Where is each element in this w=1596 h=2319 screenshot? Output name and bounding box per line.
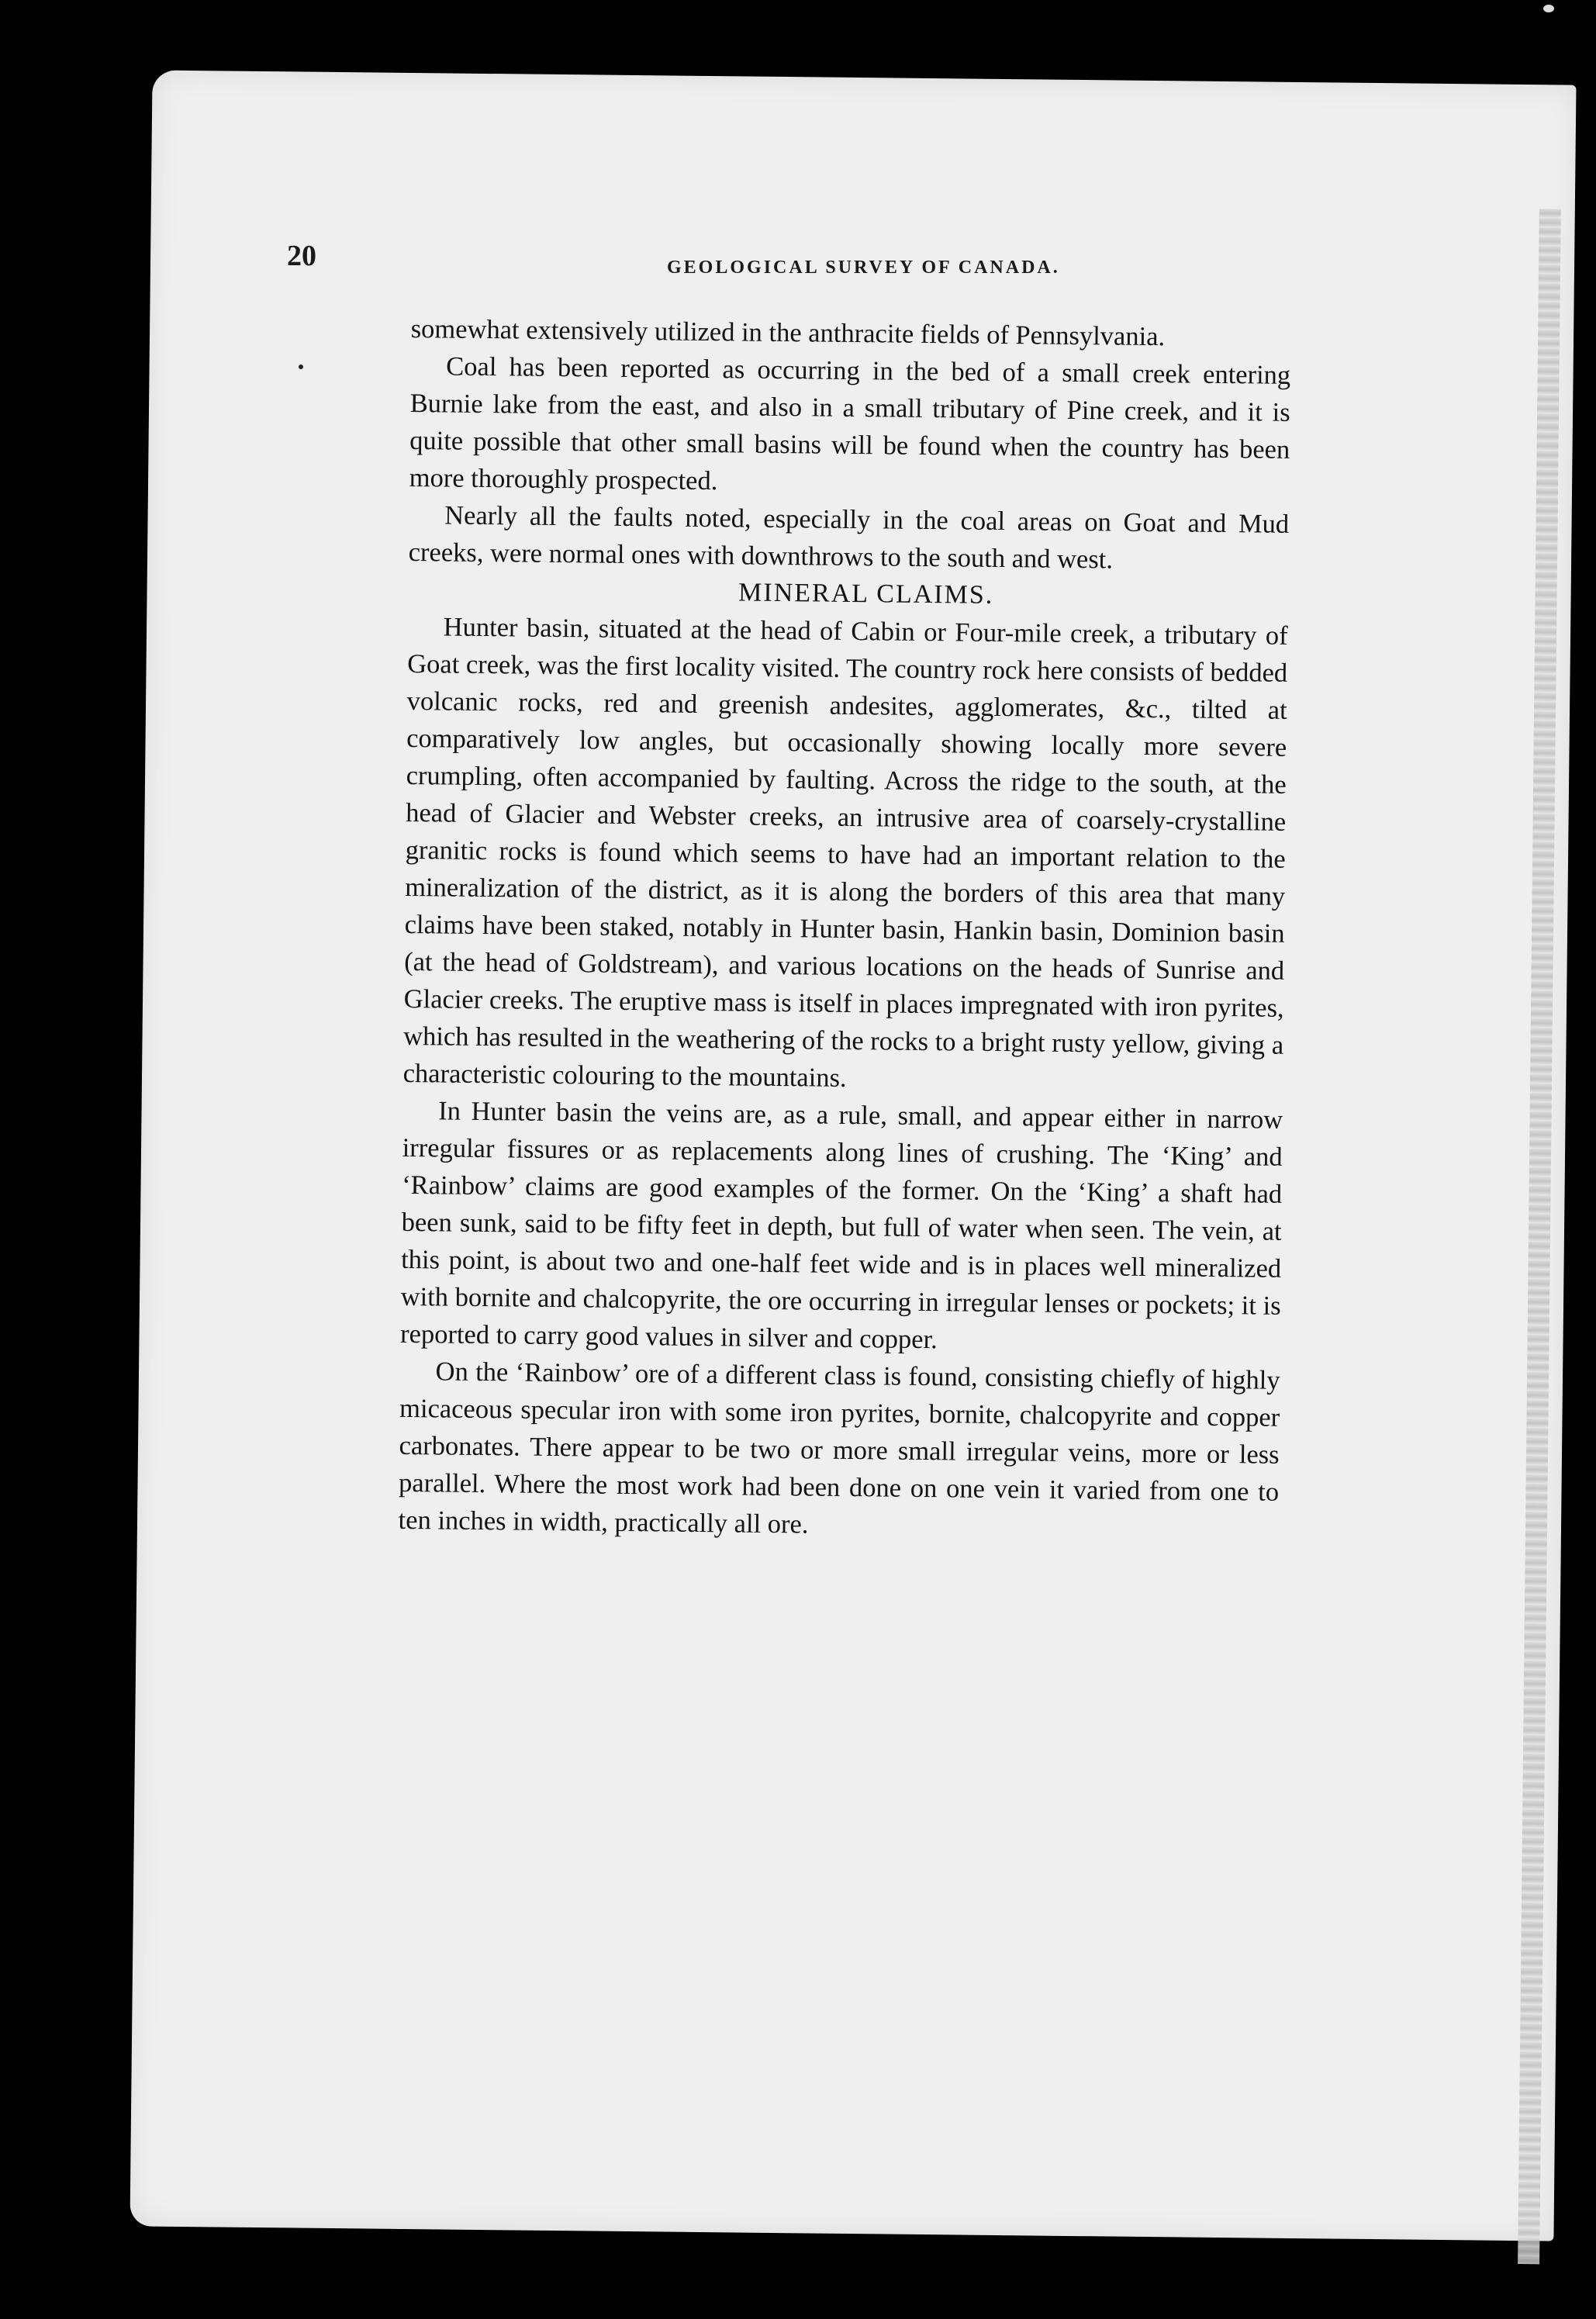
paragraph: Coal has been reported as occurring in the bed of a small creek entering Burnie lake from the east, and also in a small tributary of Pine creek, and it is quite possible that other small basins will be found when the country has been more thoroughly prospected. bbox=[409, 351, 1291, 496]
paragraph: somewhat extensively utilized in the anthracite fields of Pennsylvania. bbox=[410, 313, 1166, 352]
scan-speck bbox=[1543, 5, 1554, 12]
page-number: 20 bbox=[287, 240, 316, 272]
page-edge-shadow bbox=[1518, 209, 1561, 2264]
page-header bbox=[287, 239, 1311, 285]
scan-speck bbox=[299, 365, 303, 369]
paragraph: Hunter basin, situated at the head of Cabin or Four-mile creek, a tributary of Goat creek, was the first locality visited. The country rock here consists of bedded volcanic rocks, red and greenish andesites, agglomerates, &c., tilted at comparatively low angles, but occasionally showing locally more severe crumpling, often accompanied by faulting. Across the ridge to the south, at the head of Glacier and Webster creeks, an intrusive area of coarsely-crystalline granitic rocks is found which seems to have had an important relation to the mineralization of the district, as it is along the borders of this area that many claims have been staked, notably in Hunter basin, Hankin basin, Dominion basin (at the head of Goldstream), and various locations on the heads of Sunrise and Glacier creeks. The eruptive mass is itself in places impregnated with iron pyrites, which has resulted in the weathering of the rocks to a bright rusty yellow, giving a characteristic colouring to the mountains. bbox=[402, 612, 1288, 1093]
running-head: GEOLOGICAL SURVEY OF CANADA. bbox=[667, 257, 1060, 278]
paragraph: In Hunter basin the veins are, as a rule, small, and appear either in narrow irregular fissures or as replacements along lines of crushing. The ‘King’ and ‘Rainbow’ claims are good examples of the former. On the ‘King’ a shaft had been sunk, said to be fifty feet in depth, but full of water when seen. The vein, at this point, is about two and one-half feet wide and is in places well mineralized with bornite and chalcopyrite, the ore occurring in irregular lenses or pockets; it is reported to carry good values in silver and copper. bbox=[399, 1096, 1283, 1355]
page-body bbox=[398, 310, 1291, 1548]
paragraph: Nearly all the faults noted, especially in the coal areas on Goat and Mud creeks, were normal ones with downthrows to the south and west. bbox=[408, 500, 1290, 575]
paragraph: On the ‘Rainbow’ ore of a different class is found, consisting chiefly of highly micaceous specular iron with some iron pyrites, bornite, chalcopyrite and copper carbonates. There appear to be two or more small irregular veins, more or less parallel. Where the most work had been done on one vein it varied from one to ten inches in width, practically all ore. bbox=[398, 1356, 1280, 1540]
section-title: MINERAL CLAIMS. bbox=[738, 578, 994, 610]
